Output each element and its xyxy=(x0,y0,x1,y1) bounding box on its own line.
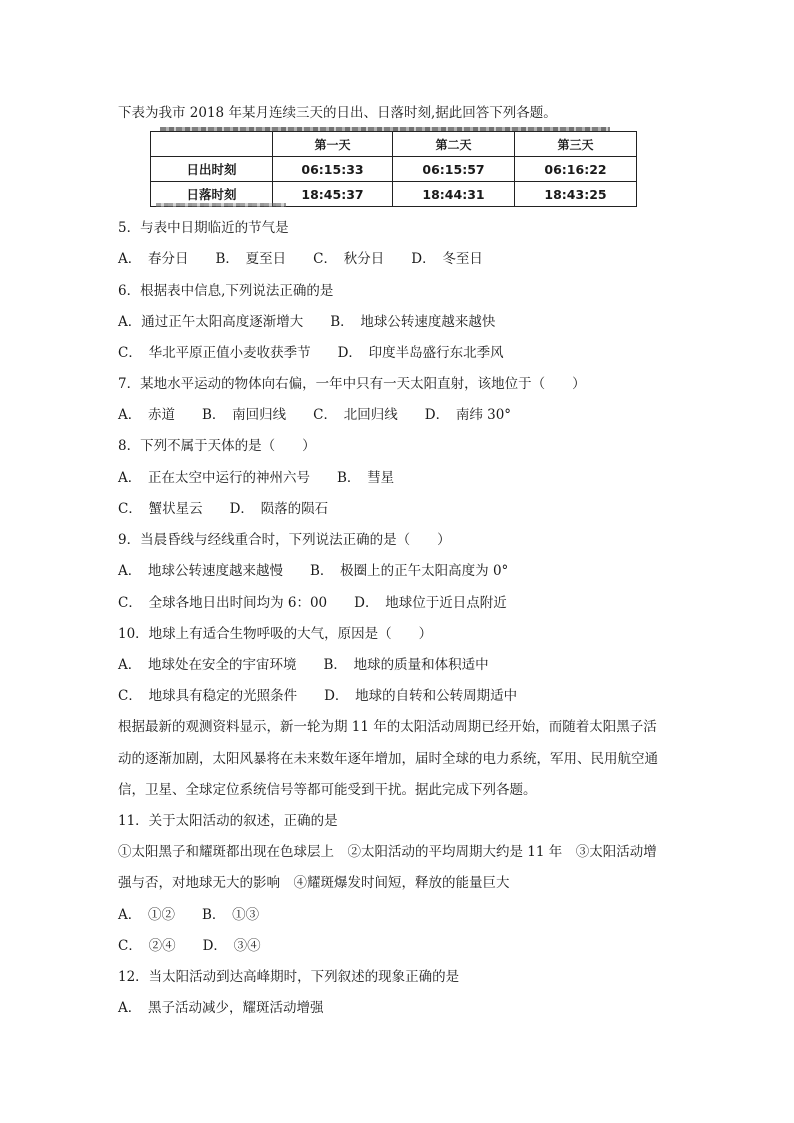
table-intro-text: 下表为我市 2018 年某月连续三天的日出、日落时刻,据此回答下列各题。 xyxy=(118,105,557,121)
question-10-options-ab: A． 地球处在安全的宇宙环境 B． 地球的质量和体积适中 xyxy=(118,657,489,673)
table-cell: 06:15:57 xyxy=(393,157,515,182)
table-header-row xyxy=(151,132,637,157)
sunrise-sunset-table xyxy=(150,131,637,207)
question-9: 9．当晨昏线与经线重合时，下列说法正确的是（ ） xyxy=(118,532,451,548)
question-6-options-cd: C． 华北平原正值小麦收获季节 D． 印度半岛盛行东北季风 xyxy=(118,345,504,361)
question-7-options: A． 赤道 B． 南回归线 C． 北回归线 D． 南纬 30° xyxy=(118,407,512,423)
question-7: 7．某地水平运动的物体向右偏，一年中只有一天太阳直射，该地位于（ ） xyxy=(118,376,586,392)
question-11-options-cd: C． ②④ D． ③④ xyxy=(118,938,261,954)
question-11-statements-2: 强与否，对地球无大的影响 ④耀斑爆发时间短，释放的能量巨大 xyxy=(118,875,510,891)
question-11-options-ab: A． ①② B． ①③ xyxy=(118,907,260,923)
passage-line-2: 动的逐渐加剧，太阳风暴将在未来数年逐年增加，届时全球的电力系统，军用、民用航空通 xyxy=(118,751,658,767)
question-11-statements-1: ①太阳黑子和耀斑都出现在色球层上 ②太阳活动的平均周期大约是 11 年 ③太阳活动增 xyxy=(118,844,657,860)
table-header-cell: 第三天 xyxy=(515,132,637,157)
table-row-label: 日出时刻 xyxy=(151,157,273,182)
question-10: 10．地球上有适合生物呼吸的大气，原因是（ ） xyxy=(118,626,433,642)
question-9-options-ab: A． 地球公转速度越来越慢 B． 极圈上的正午太阳高度为 0° xyxy=(118,563,509,579)
question-9-options-cd: C． 全球各地日出时间均为 6：00 D． 地球位于近日点附近 xyxy=(118,595,507,611)
table-header-cell: 第一天 xyxy=(273,132,393,157)
question-12: 12．当太阳活动到达高峰期时，下列叙述的现象正确的是 xyxy=(118,969,460,985)
question-8-options-cd: C． 蟹状星云 D． 陨落的陨石 xyxy=(118,501,329,517)
table-cell: 06:16:22 xyxy=(515,157,637,182)
table-cell: 18:45:37 xyxy=(273,182,393,207)
passage-line-1: 根据最新的观测资料显示，新一轮为期 11 年的太阳活动周期已经开始，而随着太阳黑子活 xyxy=(118,719,657,735)
table-cell: 06:15:33 xyxy=(273,157,393,182)
scan-artifact-bottom xyxy=(156,203,286,207)
question-5: 5．与表中日期临近的节气是 xyxy=(118,220,289,236)
question-10-options-cd: C． 地球具有稳定的光照条件 D． 地球的自转和公转周期适中 xyxy=(118,688,518,704)
question-5-options: A． 春分日 B． 夏至日 C． 秋分日 D． 冬至日 xyxy=(118,251,483,267)
question-8: 8．下列不属于天体的是（ ） xyxy=(118,438,316,454)
table-row-label: 日落时刻 xyxy=(151,182,273,207)
question-6-options-ab: A．通过正午太阳高度逐渐增大 B． 地球公转速度越来越快 xyxy=(118,314,496,330)
question-11: 11．关于太阳活动的叙述，正确的是 xyxy=(118,813,338,829)
table-header-cell xyxy=(151,132,273,157)
table-cell: 18:44:31 xyxy=(393,182,515,207)
table-header-cell: 第二天 xyxy=(393,132,515,157)
question-8-options-ab: A． 正在太空中运行的神州六号 B． 彗星 xyxy=(118,470,395,486)
question-12-option-a: A． 黑子活动减少，耀斑活动增强 xyxy=(118,1000,324,1016)
sunrise-sunset-table-wrapper xyxy=(150,131,636,204)
question-6: 6．根据表中信息,下列说法正确的是 xyxy=(118,283,334,299)
table-row xyxy=(151,157,637,182)
table-cell: 18:43:25 xyxy=(515,182,637,207)
passage-line-3: 信，卫星、全球定位系统信号等都可能受到干扰。据此完成下列各题。 xyxy=(118,782,537,798)
